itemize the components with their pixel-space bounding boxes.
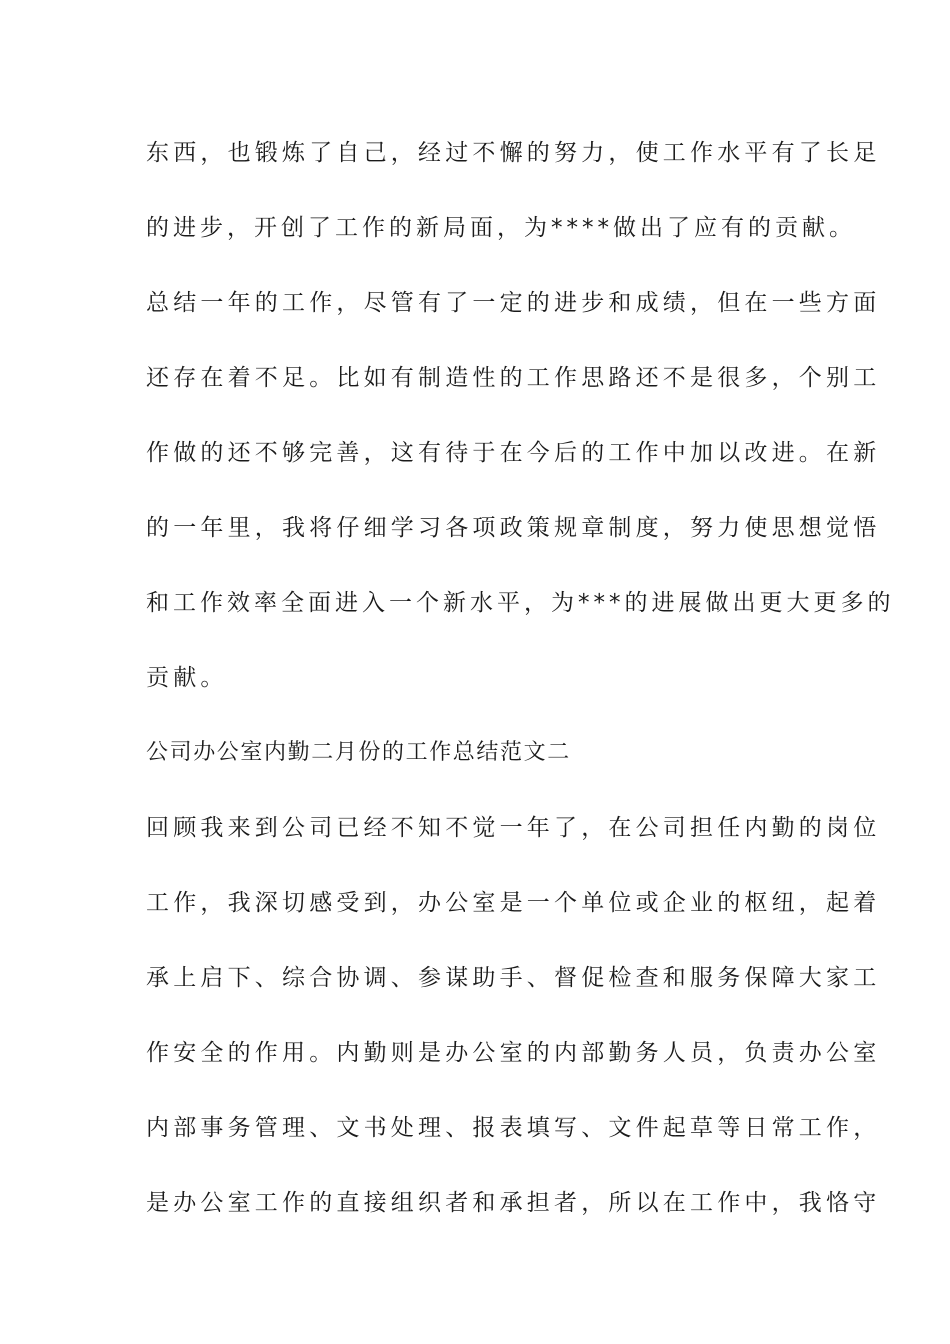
paragraph-line: 东西，也锻炼了自己，经过不懈的努力，使工作水平有了长足 xyxy=(146,140,881,166)
section-heading: 公司办公室内勤二月份的工作总结范文二 xyxy=(146,740,571,765)
paragraph-line: 的一年里，我将仔细学习各项政策规章制度，努力使思想觉悟 xyxy=(146,515,881,541)
paragraph-line: 回顾我来到公司已经不知不觉一年了，在公司担任内勤的岗位 xyxy=(146,815,881,841)
paragraph-line: 工作，我深切感受到，办公室是一个单位或企业的枢纽，起着 xyxy=(146,890,881,916)
paragraph-line: 总结一年的工作，尽管有了一定的进步和成绩，但在一些方面 xyxy=(146,290,881,316)
paragraph-line: 是办公室工作的直接组织者和承担者，所以在工作中，我恪守 xyxy=(146,1190,881,1216)
paragraph-line: 的进步，开创了工作的新局面，为****做出了应有的贡献。 xyxy=(146,215,856,241)
paragraph-line: 承上启下、综合协调、参谋助手、督促检查和服务保障大家工 xyxy=(146,965,881,991)
paragraph-line: 作做的还不够完善，这有待于在今后的工作中加以改进。在新 xyxy=(146,440,881,466)
paragraph-line: 贡献。 xyxy=(146,665,228,691)
paragraph-line: 和工作效率全面进入一个新水平，为***的进展做出更大更多的 xyxy=(146,590,895,616)
paragraph-line: 还存在着不足。比如有制造性的工作思路还不是很多，个别工 xyxy=(146,365,881,391)
paragraph-line: 作安全的作用。内勤则是办公室的内部勤务人员，负责办公室 xyxy=(146,1040,881,1066)
paragraph-line: 内部事务管理、文书处理、报表填写、文件起草等日常工作， xyxy=(146,1115,881,1141)
